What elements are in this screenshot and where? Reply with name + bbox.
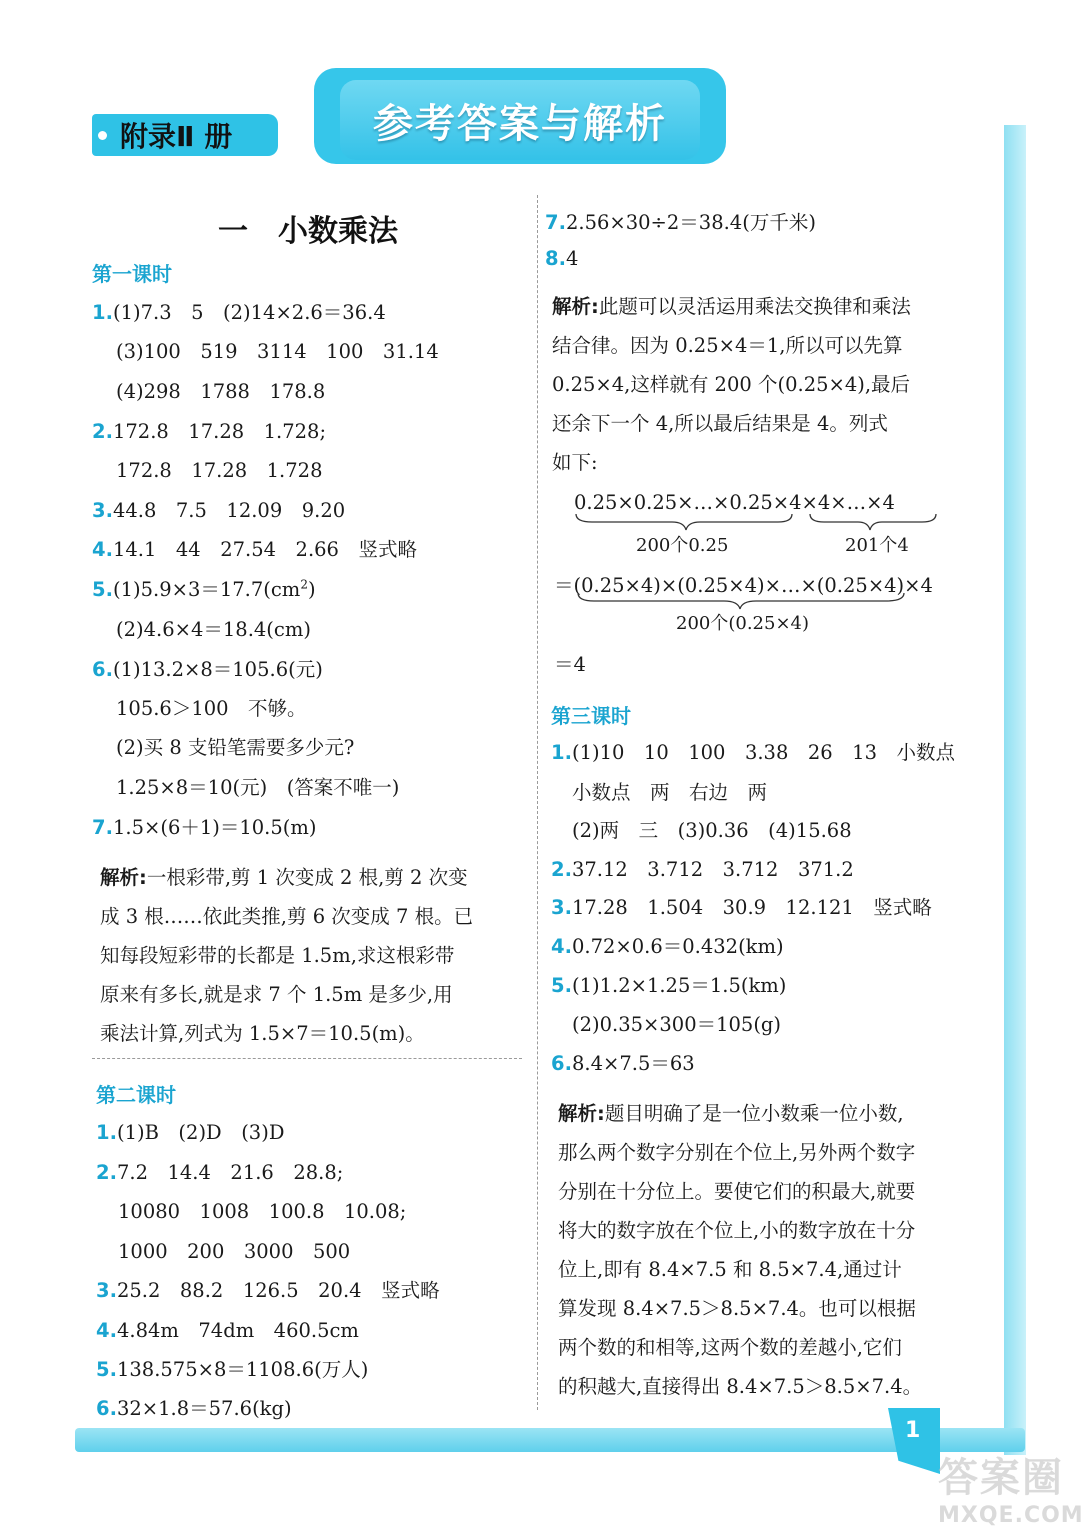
answer-line: 4.14.1 44 27.54 2.66 竖式略 [92, 538, 417, 561]
answer-line: 172.8 17.28 1.728 [116, 459, 323, 482]
answer-line: 4.4.84m 74dm 460.5cm [96, 1319, 359, 1342]
equation-line: ＝4 [554, 653, 586, 676]
lesson-heading: 第三课时 [551, 704, 631, 728]
column-divider [537, 195, 538, 1410]
answer-line: $5.(1)5.9\times 3=17.7(cm^2)$ [92, 577, 316, 601]
bottom-decorative-bar [75, 1428, 1025, 1452]
answer-line: 1.(1)7.3 5 (2)14×2.6＝36.4 [92, 301, 386, 324]
answer-line: 10080 1008 100.8 10.08; [118, 1200, 407, 1223]
answer-line: 5.(1)1.2×1.25＝1.5(km) [551, 974, 787, 997]
answer-line: 6.32×1.8＝57.6(kg) [96, 1397, 292, 1420]
answer-line: 8.4 [545, 247, 579, 270]
answer-line: 2.7.2 14.4 21.6 28.8; [96, 1161, 344, 1184]
lesson-heading: 第一课时 [92, 262, 172, 286]
answer-line: 3.44.8 7.5 12.09 9.20 [92, 499, 346, 522]
answer-line: 2.172.8 17.28 1.728; [92, 420, 327, 443]
page-number: 1 [905, 1418, 921, 1443]
answer-line: 1.(1)10 10 100 3.38 26 13 小数点 [551, 741, 955, 764]
answer-line: 1.(1)B (2)D (3)D [96, 1121, 285, 1144]
answer-line: (3)100 519 3114 100 31.14 [116, 340, 439, 363]
answer-line: 1.25×8＝10(元) (答案不唯一) [116, 776, 400, 799]
appendix-label: 附录Ⅱ 册 [92, 114, 278, 156]
watermark-logo: 答案圈 MXQE.COM [938, 1455, 1084, 1528]
answer-line: 1000 200 3000 500 [118, 1240, 351, 1263]
answer-line: 4.0.72×0.6＝0.432(km) [551, 935, 784, 958]
answer-line: 3.17.28 1.504 30.9 12.121 竖式略 [551, 896, 932, 919]
answer-line: 3.25.2 88.2 126.5 20.4 竖式略 [96, 1279, 440, 1302]
lesson-heading: 第二课时 [96, 1083, 176, 1107]
analysis-text: 解析:此题可以灵活运用乘法交换律和乘法 结合律。因为 0.25×4＝1,所以可以先算 0.25×4,这样就有 200 个(0.25×4),最后 还余下一个 4,所以最后结果是 4。列式 如下: [552, 295, 911, 474]
analysis-text: 解析:一根彩带,剪 1 次变成 2 根,剪 2 次变 成 3 根……依此类推,剪 6 次变成 7 根。已 知每段短彩带的长都是 1.5m,求这根彩带 原来有多长,就是求 7 个 1.5m 是多少,用 乘法计算,列式为 1.5×7＝10.5(m)。 [100, 866, 474, 1045]
answer-line: 7.2.56×30÷2＝38.4(万千米) [545, 211, 816, 234]
answer-line: 5.138.575×8＝1108.6(万人) [96, 1358, 369, 1381]
answer-line: (2)两 三 (3)0.36 (4)15.68 [572, 819, 852, 842]
brace-label: 200个(0.25×4) [676, 613, 810, 634]
answer-line: (4)298 1788 178.8 [116, 380, 326, 403]
answer-line: 105.6＞100 不够。 [116, 697, 307, 720]
chapter-title: 一 小数乘法 [218, 214, 398, 249]
answer-line: 7.1.5×(6＋1)＝10.5(m) [92, 816, 317, 839]
bullet-dot-icon [98, 131, 107, 140]
answer-line: 2.37.12 3.712 3.712 371.2 [551, 858, 854, 881]
brace-label: 200个0.25 [636, 535, 729, 556]
right-decorative-bar [1004, 125, 1026, 1455]
answer-line: (2)0.35×300＝105(g) [572, 1013, 782, 1036]
answer-line: 小数点 两 右边 两 [572, 781, 768, 804]
page-title: 参考答案与解析 [340, 80, 700, 160]
answer-line: (2)4.6×4＝18.4(cm) [116, 618, 311, 641]
answer-line: 6.(1)13.2×8＝105.6(元) [92, 658, 323, 681]
equation-line: ＝(0.25×4)×(0.25×4)×…×(0.25×4)×4 [554, 574, 933, 597]
answer-line: (2)买 8 支铅笔需要多少元? [116, 736, 355, 759]
analysis-text: 解析:题目明确了是一位小数乘一位小数, 那么两个数字分别在个位上,另外两个数字 分别在十分位上。要使它们的积最大,就要 将大的数字放在个位上,小的数字放在十分 位上,即有 8.4×7.5 和 8.5×7.4,通过计 算发现 8.4×7.5＞8.5×7.4。也可以根据 两个数的和相等,这两个数的差越小,它们 的积越大,直接得出 8.4×7.5＞8.5×7.4。 [558, 1102, 923, 1398]
equation-line: 0.25×0.25×…×0.25×4×4×…×4 [574, 491, 895, 514]
brace-label: 201个4 [845, 535, 909, 556]
answer-line: 6.8.4×7.5＝63 [551, 1052, 695, 1075]
